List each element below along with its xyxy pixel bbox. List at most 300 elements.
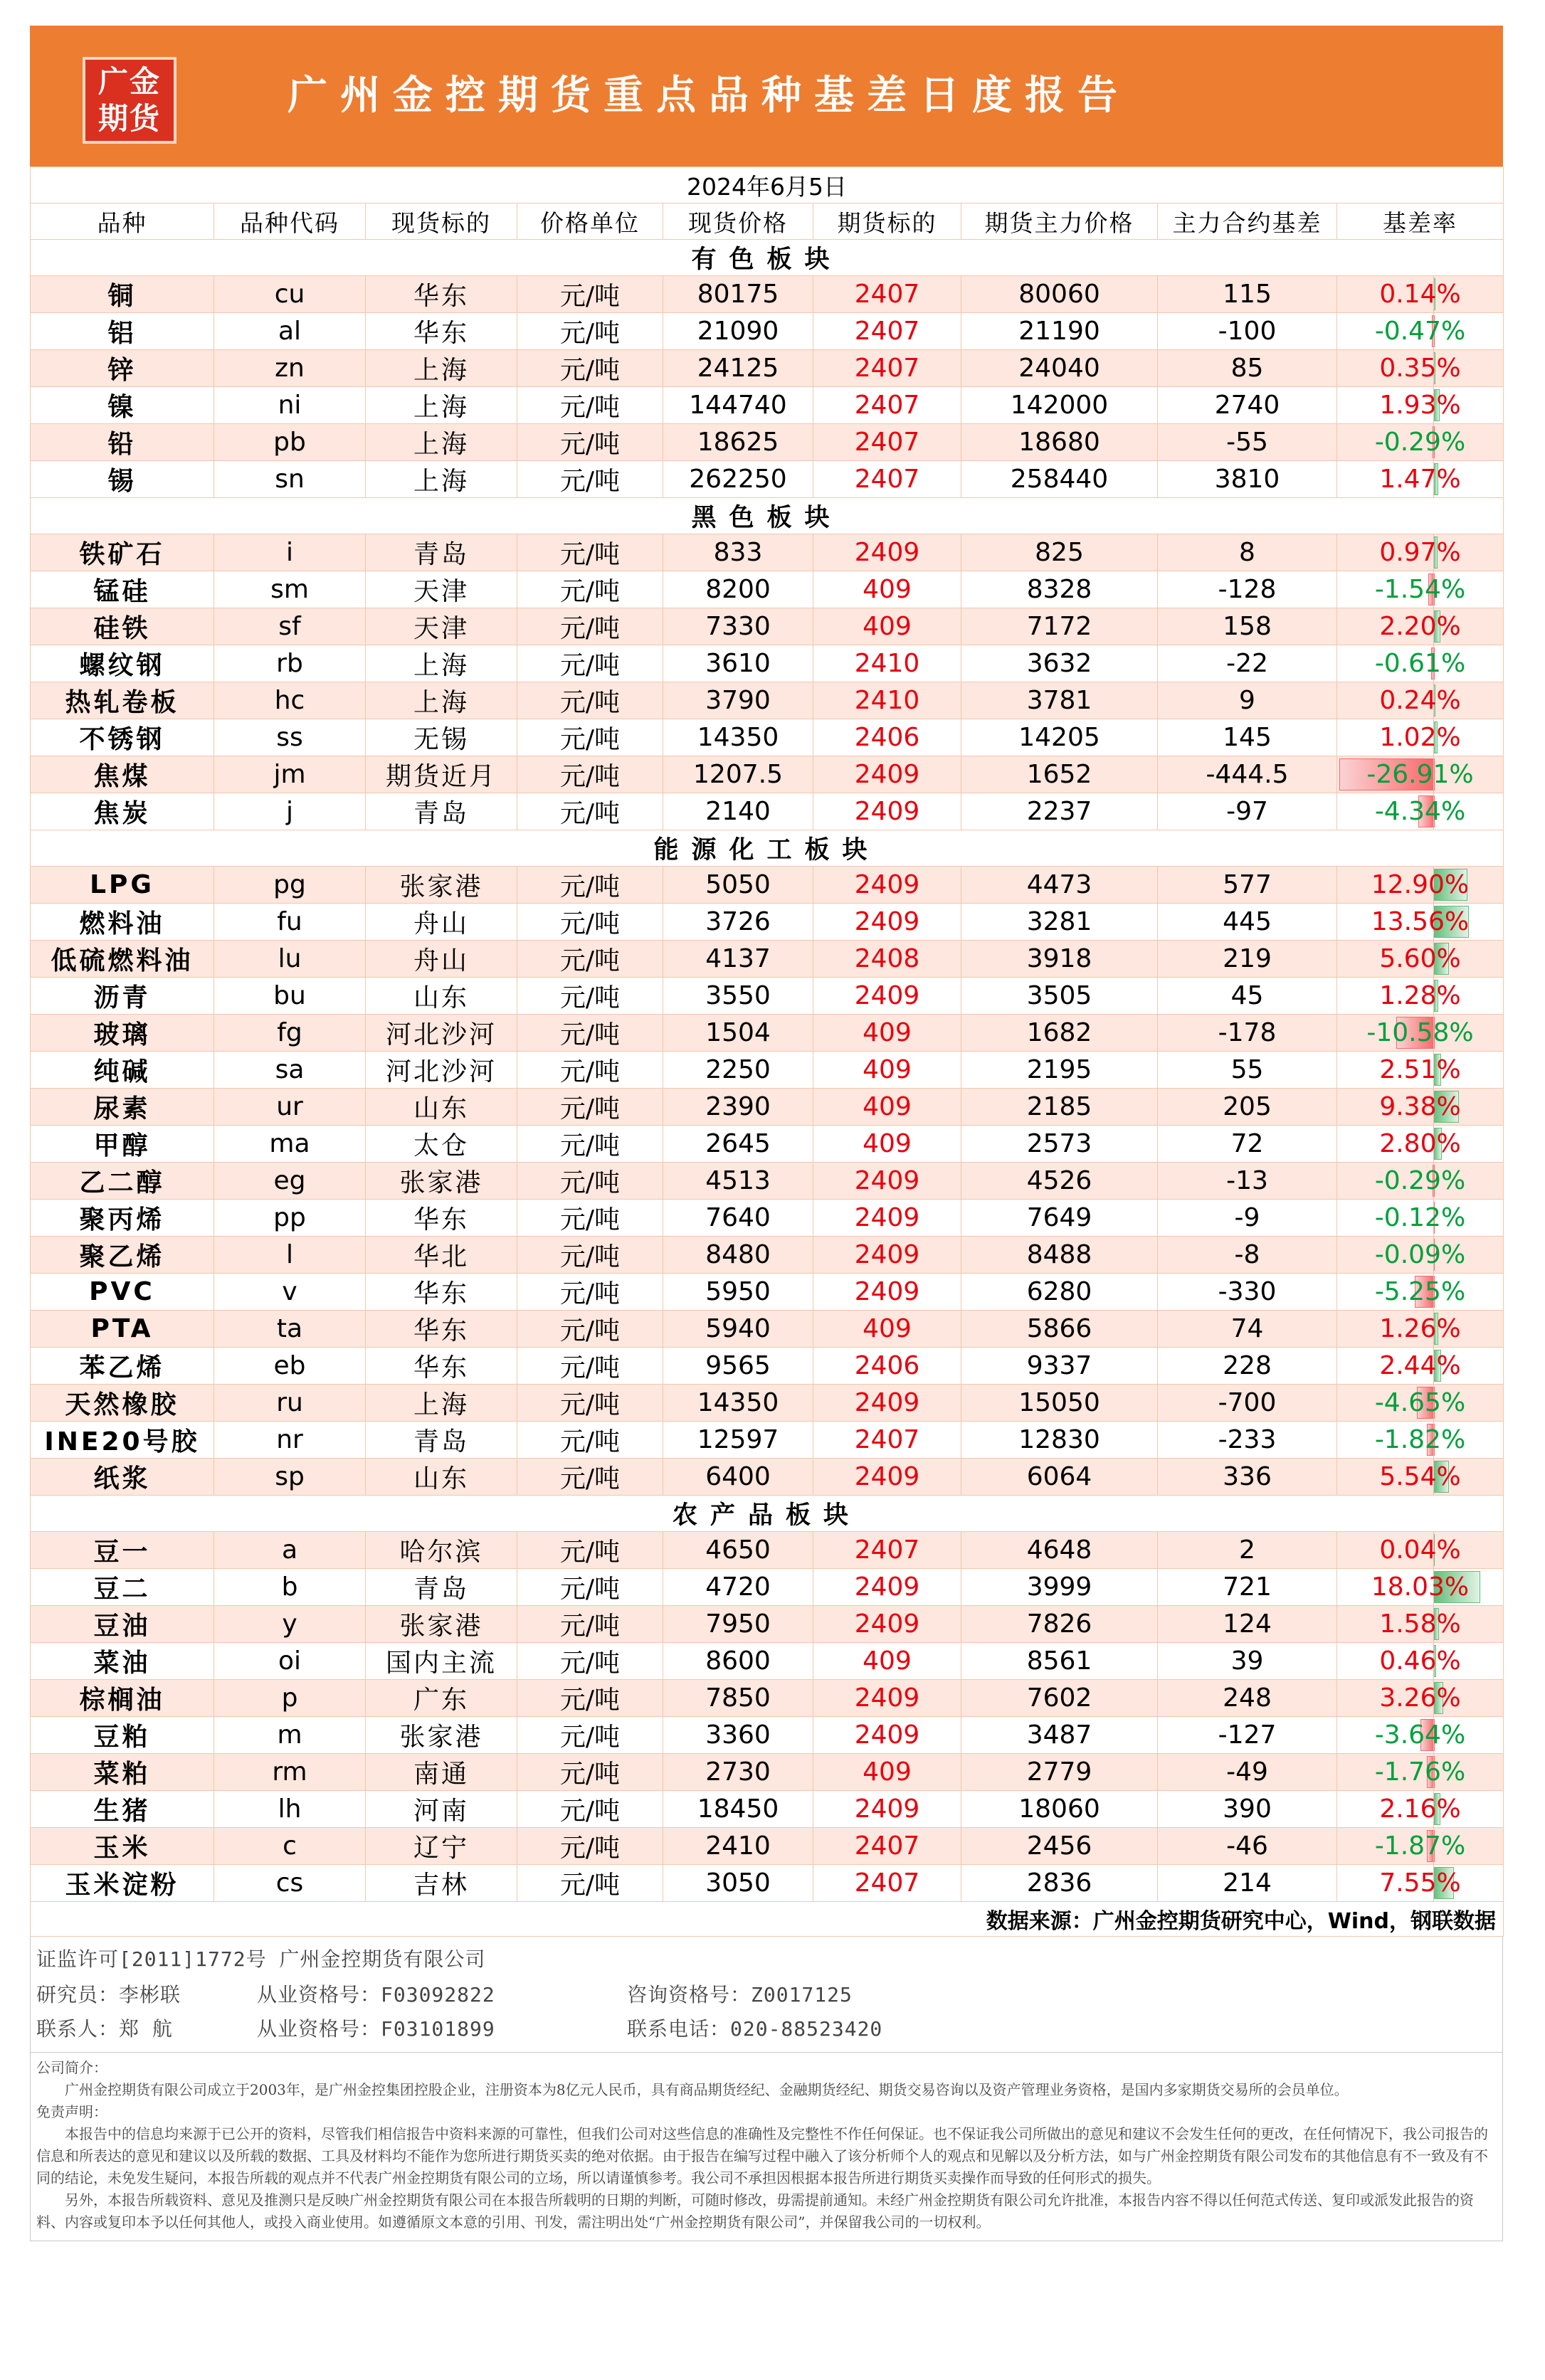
- futures-contract: 2407: [813, 1828, 961, 1865]
- futures-price: 1652: [961, 756, 1158, 793]
- variety-code: lu: [214, 941, 366, 978]
- basis-value: -444.5: [1158, 756, 1337, 793]
- futures-price: 80060: [961, 276, 1158, 313]
- table-row: [31, 867, 1504, 904]
- contact-qualification: 从业资格号：F03101899: [257, 2017, 495, 2041]
- futures-contract: 409: [813, 1643, 961, 1680]
- basis-rate-value: -1.82%: [1374, 1425, 1466, 1454]
- spot-reference: 上海: [366, 1385, 517, 1422]
- report-header: [30, 26, 1503, 166]
- variety-code: lh: [214, 1791, 366, 1828]
- price-unit: 元/吨: [517, 1274, 663, 1311]
- variety-code: oi: [214, 1643, 366, 1680]
- price-unit: 元/吨: [517, 571, 663, 608]
- futures-price: 18680: [961, 424, 1158, 461]
- basis-rate-value: -26.91%: [1366, 760, 1474, 789]
- spot-price: 833: [663, 534, 813, 571]
- basis-rate-value: -0.61%: [1374, 649, 1466, 678]
- price-unit: 元/吨: [517, 1163, 663, 1200]
- basis-value: -49: [1158, 1754, 1337, 1791]
- futures-contract: 2407: [813, 276, 961, 313]
- spot-price: 6400: [663, 1459, 813, 1496]
- basis-value: 145: [1158, 719, 1337, 756]
- basis-rate-cell: [1337, 1311, 1504, 1348]
- futures-contract: 2409: [813, 1459, 961, 1496]
- futures-price: 3781: [961, 682, 1158, 719]
- spot-reference: 天津: [366, 571, 517, 608]
- variety-name: LPG: [31, 867, 214, 904]
- price-unit: 元/吨: [517, 1200, 663, 1237]
- basis-value: 721: [1158, 1569, 1337, 1606]
- table-row: [31, 1643, 1504, 1680]
- variety-name: 玉米淀粉: [31, 1865, 214, 1902]
- variety-code: j: [214, 793, 366, 830]
- basis-table: [30, 166, 1504, 1937]
- variety-code: eg: [214, 1163, 366, 1200]
- futures-price: 4648: [961, 1532, 1158, 1569]
- variety-name: 菜粕: [31, 1754, 214, 1791]
- basis-rate-cell: [1337, 1606, 1504, 1643]
- table-row: [31, 1606, 1504, 1643]
- futures-price: 4473: [961, 867, 1158, 904]
- basis-rate-cell: [1337, 1274, 1504, 1311]
- table-row: [31, 1569, 1504, 1606]
- basis-rate-value: 2.20%: [1379, 612, 1461, 641]
- basis-rate-value: 1.26%: [1379, 1314, 1461, 1343]
- basis-rate-value: 7.55%: [1379, 1868, 1461, 1898]
- table-row: [31, 461, 1504, 498]
- variety-name: 沥青: [31, 978, 214, 1015]
- legal-text: [31, 2052, 1502, 2241]
- futures-contract: 2409: [813, 1680, 961, 1717]
- spot-price: 3726: [663, 904, 813, 941]
- basis-rate-cell: [1337, 793, 1504, 830]
- price-unit: 元/吨: [517, 1385, 663, 1422]
- researcher-info: [31, 1977, 1502, 2011]
- basis-rate-cell: [1337, 1643, 1504, 1680]
- variety-name: 聚丙烯: [31, 1200, 214, 1237]
- table-row: [31, 1680, 1504, 1717]
- basis-value: -55: [1158, 424, 1337, 461]
- price-unit: 元/吨: [517, 1126, 663, 1163]
- table-row: [31, 941, 1504, 978]
- basis-value: 115: [1158, 276, 1337, 313]
- table-row: [31, 1422, 1504, 1459]
- spot-reference: 舟山: [366, 941, 517, 978]
- price-unit: 元/吨: [517, 608, 663, 645]
- spot-reference: 上海: [366, 461, 517, 498]
- table-row: [31, 645, 1504, 682]
- basis-rate-cell: [1337, 608, 1504, 645]
- spot-reference: 舟山: [366, 904, 517, 941]
- price-unit: 元/吨: [517, 904, 663, 941]
- futures-contract: 2407: [813, 313, 961, 350]
- table-row: [31, 276, 1504, 313]
- variety-code: bu: [214, 978, 366, 1015]
- spot-price: 8480: [663, 1237, 813, 1274]
- logo-text-line1: 广金: [97, 64, 161, 99]
- basis-rate-value: -1.76%: [1374, 1757, 1466, 1787]
- table-row: [31, 756, 1504, 793]
- spot-price: 4137: [663, 941, 813, 978]
- basis-rate-cell: [1337, 904, 1504, 941]
- price-unit: 元/吨: [517, 1606, 663, 1643]
- spot-price: 18450: [663, 1791, 813, 1828]
- report-date: 2024年6月5日: [31, 167, 1504, 203]
- spot-reference: 上海: [366, 424, 517, 461]
- table-row: [31, 424, 1504, 461]
- spot-price: 1504: [663, 1015, 813, 1052]
- column-header: 期货主力价格: [961, 203, 1158, 240]
- basis-value: 445: [1158, 904, 1337, 941]
- variety-name: 尿素: [31, 1089, 214, 1126]
- spot-reference: 山东: [366, 978, 517, 1015]
- basis-rate-cell: [1337, 978, 1504, 1015]
- spot-price: 14350: [663, 719, 813, 756]
- basis-value: -46: [1158, 1828, 1337, 1865]
- spot-reference: 天津: [366, 608, 517, 645]
- spot-reference: 华北: [366, 1237, 517, 1274]
- spot-price: 2250: [663, 1052, 813, 1089]
- variety-code: zn: [214, 350, 366, 387]
- basis-value: 228: [1158, 1348, 1337, 1385]
- spot-reference: 期货近月: [366, 756, 517, 793]
- basis-rate-value: -1.87%: [1374, 1831, 1466, 1861]
- basis-rate-value: 2.80%: [1379, 1129, 1461, 1158]
- spot-price: 4720: [663, 1569, 813, 1606]
- variety-name: 铜: [31, 276, 214, 313]
- price-unit: 元/吨: [517, 793, 663, 830]
- futures-contract: 2407: [813, 1865, 961, 1902]
- spot-price: 7330: [663, 608, 813, 645]
- basis-rate-cell: [1337, 1754, 1504, 1791]
- price-unit: 元/吨: [517, 1459, 663, 1496]
- price-unit: 元/吨: [517, 1569, 663, 1606]
- variety-name: 焦炭: [31, 793, 214, 830]
- variety-code: ma: [214, 1126, 366, 1163]
- spot-price: 7950: [663, 1606, 813, 1643]
- basis-rate-cell: [1337, 1865, 1504, 1902]
- column-header: 基差率: [1337, 203, 1504, 240]
- basis-value: -178: [1158, 1015, 1337, 1052]
- basis-value: 158: [1158, 608, 1337, 645]
- table-row: [31, 1532, 1504, 1569]
- basis-rate-value: 5.60%: [1379, 944, 1461, 973]
- variety-name: 豆一: [31, 1532, 214, 1569]
- table-row: [31, 534, 1504, 571]
- spot-reference: 华东: [366, 313, 517, 350]
- spot-price: 5950: [663, 1274, 813, 1311]
- table-row: [31, 793, 1504, 830]
- spot-reference: 张家港: [366, 1163, 517, 1200]
- table-row: [31, 387, 1504, 424]
- futures-price: 4526: [961, 1163, 1158, 1200]
- spot-reference: 华东: [366, 1274, 517, 1311]
- basis-rate-cell: [1337, 682, 1504, 719]
- variety-code: sf: [214, 608, 366, 645]
- basis-value: -127: [1158, 1717, 1337, 1754]
- basis-value: -233: [1158, 1422, 1337, 1459]
- spot-reference: 青岛: [366, 793, 517, 830]
- price-unit: 元/吨: [517, 719, 663, 756]
- variety-code: p: [214, 1680, 366, 1717]
- futures-price: 3505: [961, 978, 1158, 1015]
- futures-contract: 2407: [813, 461, 961, 498]
- futures-price: 3999: [961, 1569, 1158, 1606]
- basis-rate-cell: [1337, 1532, 1504, 1569]
- futures-price: 825: [961, 534, 1158, 571]
- basis-rate-value: 0.46%: [1379, 1646, 1461, 1676]
- spot-price: 80175: [663, 276, 813, 313]
- futures-contract: 409: [813, 1015, 961, 1052]
- basis-value: 74: [1158, 1311, 1337, 1348]
- basis-rate-value: 12.90%: [1371, 870, 1470, 899]
- price-unit: 元/吨: [517, 1348, 663, 1385]
- basis-rate-value: -5.25%: [1374, 1277, 1466, 1306]
- disclaimer-text: 本报告中的信息均来源于已公开的资料，尽管我们相信报告中资料来源的可靠性，但我们公司对这些信息的准确性及完整性不作任何保证。也不保证我公司所做出的意见和建议不会发生任何的更改，在任何情况下，我公司报告的信息和所表达的意见和建议以及所载的数据、工具及材料均不能作为您所进行期货买卖的绝对依据。由于报告在编写过程中融入了该分析师个人的观点和见解以及分析方法，如与广州金控期货有限公司发布的其他信息有不一致及有不同的结论，未免发生疑问，本报告所载的观点并不代表广州金控期货有限公司的立场，所以请谨慎参考。我公司不承担因根据本报告所进行期货买卖操作而导致的任何形式的损失。: [36, 2125, 1488, 2186]
- basis-rate-value: -4.65%: [1374, 1388, 1466, 1417]
- basis-value: 124: [1158, 1606, 1337, 1643]
- futures-price: 12830: [961, 1422, 1158, 1459]
- variety-name: 镍: [31, 387, 214, 424]
- price-unit: 元/吨: [517, 387, 663, 424]
- basis-value: -100: [1158, 313, 1337, 350]
- table-row: [31, 1015, 1504, 1052]
- price-unit: 元/吨: [517, 1089, 663, 1126]
- spot-price: 2390: [663, 1089, 813, 1126]
- futures-price: 5866: [961, 1311, 1158, 1348]
- futures-price: 21190: [961, 313, 1158, 350]
- table-row: [31, 571, 1504, 608]
- spot-price: 5940: [663, 1311, 813, 1348]
- basis-rate-cell: [1337, 756, 1504, 793]
- variety-name: 纸浆: [31, 1459, 214, 1496]
- spot-price: 2140: [663, 793, 813, 830]
- price-unit: 元/吨: [517, 867, 663, 904]
- variety-code: sm: [214, 571, 366, 608]
- basis-rate-cell: [1337, 1422, 1504, 1459]
- table-row: [31, 904, 1504, 941]
- basis-rate-cell: [1337, 461, 1504, 498]
- spot-reference: 山东: [366, 1089, 517, 1126]
- column-header-row: [31, 203, 1504, 240]
- futures-price: 8488: [961, 1237, 1158, 1274]
- table-row: [31, 1828, 1504, 1865]
- spot-reference: 无锡: [366, 719, 517, 756]
- futures-price: 6280: [961, 1274, 1158, 1311]
- basis-value: -9: [1158, 1200, 1337, 1237]
- date-row: [31, 167, 1504, 203]
- column-header: 主力合约基差: [1158, 203, 1337, 240]
- data-source: 数据来源：广州金控期货研究中心，Wind，钢联数据: [31, 1902, 1504, 1937]
- basis-rate-value: 3.26%: [1379, 1683, 1461, 1713]
- spot-reference: 太仓: [366, 1126, 517, 1163]
- price-unit: 元/吨: [517, 978, 663, 1015]
- variety-code: al: [214, 313, 366, 350]
- futures-price: 258440: [961, 461, 1158, 498]
- basis-rate-cell: [1337, 1385, 1504, 1422]
- basis-rate-cell: [1337, 1126, 1504, 1163]
- variety-code: rm: [214, 1754, 366, 1791]
- futures-price: 142000: [961, 387, 1158, 424]
- futures-contract: 2409: [813, 793, 961, 830]
- price-unit: 元/吨: [517, 682, 663, 719]
- variety-name: 玻璃: [31, 1015, 214, 1052]
- price-unit: 元/吨: [517, 1754, 663, 1791]
- futures-price: 6064: [961, 1459, 1158, 1496]
- column-header: 品种: [31, 203, 214, 240]
- futures-price: 3918: [961, 941, 1158, 978]
- table-row: [31, 1311, 1504, 1348]
- variety-name: 聚乙烯: [31, 1237, 214, 1274]
- table-row: [31, 1163, 1504, 1200]
- futures-contract: 2407: [813, 387, 961, 424]
- spot-reference: 河南: [366, 1791, 517, 1828]
- basis-rate-cell: [1337, 350, 1504, 387]
- price-unit: 元/吨: [517, 313, 663, 350]
- basis-value: 219: [1158, 941, 1337, 978]
- section-title: 黑色板块: [31, 498, 1504, 534]
- basis-rate-cell: [1337, 424, 1504, 461]
- price-unit: 元/吨: [517, 1865, 663, 1902]
- futures-contract: 2409: [813, 1606, 961, 1643]
- spot-reference: 河北沙河: [366, 1052, 517, 1089]
- price-unit: 元/吨: [517, 941, 663, 978]
- section-header: [31, 830, 1504, 867]
- futures-contract: 2409: [813, 1569, 961, 1606]
- futures-contract: 409: [813, 1089, 961, 1126]
- spot-reference: 山东: [366, 1459, 517, 1496]
- variety-code: cu: [214, 276, 366, 313]
- futures-contract: 2409: [813, 1385, 961, 1422]
- basis-value: -700: [1158, 1385, 1337, 1422]
- spot-price: 5050: [663, 867, 813, 904]
- variety-name: 豆油: [31, 1606, 214, 1643]
- basis-rate-cell: [1337, 1569, 1504, 1606]
- spot-price: 3550: [663, 978, 813, 1015]
- table-row: [31, 1865, 1504, 1902]
- section-header: [31, 240, 1504, 276]
- basis-value: 336: [1158, 1459, 1337, 1496]
- basis-rate-cell: [1337, 645, 1504, 682]
- column-header: 品种代码: [214, 203, 366, 240]
- variety-name: 锡: [31, 461, 214, 498]
- variety-code: ta: [214, 1311, 366, 1348]
- basis-rate-cell: [1337, 1459, 1504, 1496]
- variety-name: 豆二: [31, 1569, 214, 1606]
- spot-price: 3050: [663, 1865, 813, 1902]
- variety-name: PVC: [31, 1274, 214, 1311]
- price-unit: 元/吨: [517, 1237, 663, 1274]
- section-title: 能源化工板块: [31, 830, 1504, 867]
- futures-contract: 409: [813, 1052, 961, 1089]
- basis-value: -330: [1158, 1274, 1337, 1311]
- researcher-consult-number: 咨询资格号：Z0017125: [627, 1983, 853, 2006]
- futures-price: 3281: [961, 904, 1158, 941]
- basis-rate-value: 0.97%: [1379, 538, 1461, 567]
- variety-name: 焦煤: [31, 756, 214, 793]
- futures-contract: 2409: [813, 1237, 961, 1274]
- spot-price: 9565: [663, 1348, 813, 1385]
- spot-reference: 南通: [366, 1754, 517, 1791]
- variety-name: INE20号胶: [31, 1422, 214, 1459]
- basis-value: 248: [1158, 1680, 1337, 1717]
- spot-reference: 广东: [366, 1680, 517, 1717]
- futures-price: 2237: [961, 793, 1158, 830]
- variety-code: sp: [214, 1459, 366, 1496]
- basis-rate-cell: [1337, 1717, 1504, 1754]
- basis-rate-value: 0.14%: [1379, 280, 1461, 309]
- futures-contract: 2407: [813, 424, 961, 461]
- variety-name: 铝: [31, 313, 214, 350]
- variety-code: c: [214, 1828, 366, 1865]
- basis-rate-cell: [1337, 1015, 1504, 1052]
- variety-code: hc: [214, 682, 366, 719]
- futures-price: 2456: [961, 1828, 1158, 1865]
- basis-rate-cell: [1337, 1680, 1504, 1717]
- futures-contract: 2409: [813, 1717, 961, 1754]
- basis-rate-value: 1.47%: [1379, 465, 1461, 494]
- basis-rate-cell: [1337, 1828, 1504, 1865]
- spot-reference: 辽宁: [366, 1828, 517, 1865]
- basis-rate-cell: [1337, 1237, 1504, 1274]
- basis-rate-cell: [1337, 1200, 1504, 1237]
- basis-rate-value: 2.16%: [1379, 1794, 1461, 1824]
- spot-price: 2645: [663, 1126, 813, 1163]
- futures-price: 18060: [961, 1791, 1158, 1828]
- basis-rate-value: -0.12%: [1374, 1203, 1466, 1232]
- spot-reference: 上海: [366, 350, 517, 387]
- futures-contract: 2409: [813, 978, 961, 1015]
- futures-contract: 409: [813, 1311, 961, 1348]
- basis-rate-value: -1.54%: [1374, 575, 1466, 604]
- price-unit: 元/吨: [517, 424, 663, 461]
- variety-code: cs: [214, 1865, 366, 1902]
- basis-rate-value: -0.47%: [1374, 317, 1466, 346]
- variety-code: sn: [214, 461, 366, 498]
- spot-reference: 哈尔滨: [366, 1532, 517, 1569]
- price-unit: 元/吨: [517, 276, 663, 313]
- variety-code: jm: [214, 756, 366, 793]
- spot-reference: 青岛: [366, 1422, 517, 1459]
- basis-rate-value: 5.54%: [1379, 1462, 1461, 1491]
- table-row: [31, 350, 1504, 387]
- basis-rate-cell: [1337, 719, 1504, 756]
- futures-contract: 2408: [813, 941, 961, 978]
- futures-contract: 2409: [813, 1791, 961, 1828]
- basis-rate-value: -4.34%: [1374, 797, 1466, 826]
- disclaimer-text-additional: 另外，本报告所载资料、意见及推测只是反映广州金控期货有限公司在本报告所载明的日期的判断，可随时修改，毋需提前通知。未经广州金控期货有限公司允许批准，本报告内容不得以任何范式传送、复印或派发此报告的资料、内容或复印本予以任何其他人，或投入商业使用。如遵循原文本意的引用、刊发，需注明出处“广州金控期货有限公司”，并保留我公司的一切权利。: [36, 2191, 1474, 2231]
- table-row: [31, 1348, 1504, 1385]
- table-row: [31, 978, 1504, 1015]
- variety-code: fg: [214, 1015, 366, 1052]
- spot-reference: 上海: [366, 682, 517, 719]
- table-row: [31, 1791, 1504, 1828]
- variety-code: v: [214, 1274, 366, 1311]
- variety-code: pp: [214, 1200, 366, 1237]
- source-row: [31, 1902, 1504, 1937]
- variety-code: y: [214, 1606, 366, 1643]
- researcher-qualification: 从业资格号：F03092822: [257, 1983, 495, 2006]
- basis-rate-cell: [1337, 941, 1504, 978]
- futures-price: 2573: [961, 1126, 1158, 1163]
- basis-rate-cell: [1337, 1791, 1504, 1828]
- basis-value: -13: [1158, 1163, 1337, 1200]
- futures-contract: 2409: [813, 1200, 961, 1237]
- futures-price: 7602: [961, 1680, 1158, 1717]
- basis-rate-cell: [1337, 1052, 1504, 1089]
- intro-text: 广州金控期货有限公司成立于2003年，是广州金控集团控股企业，注册资本为8亿元人民币，具有商品期货经纪、金融期货经纪、期货交易咨询以及资产管理业务资格，是国内多家期货交易所的会员单位。: [65, 2081, 1349, 2098]
